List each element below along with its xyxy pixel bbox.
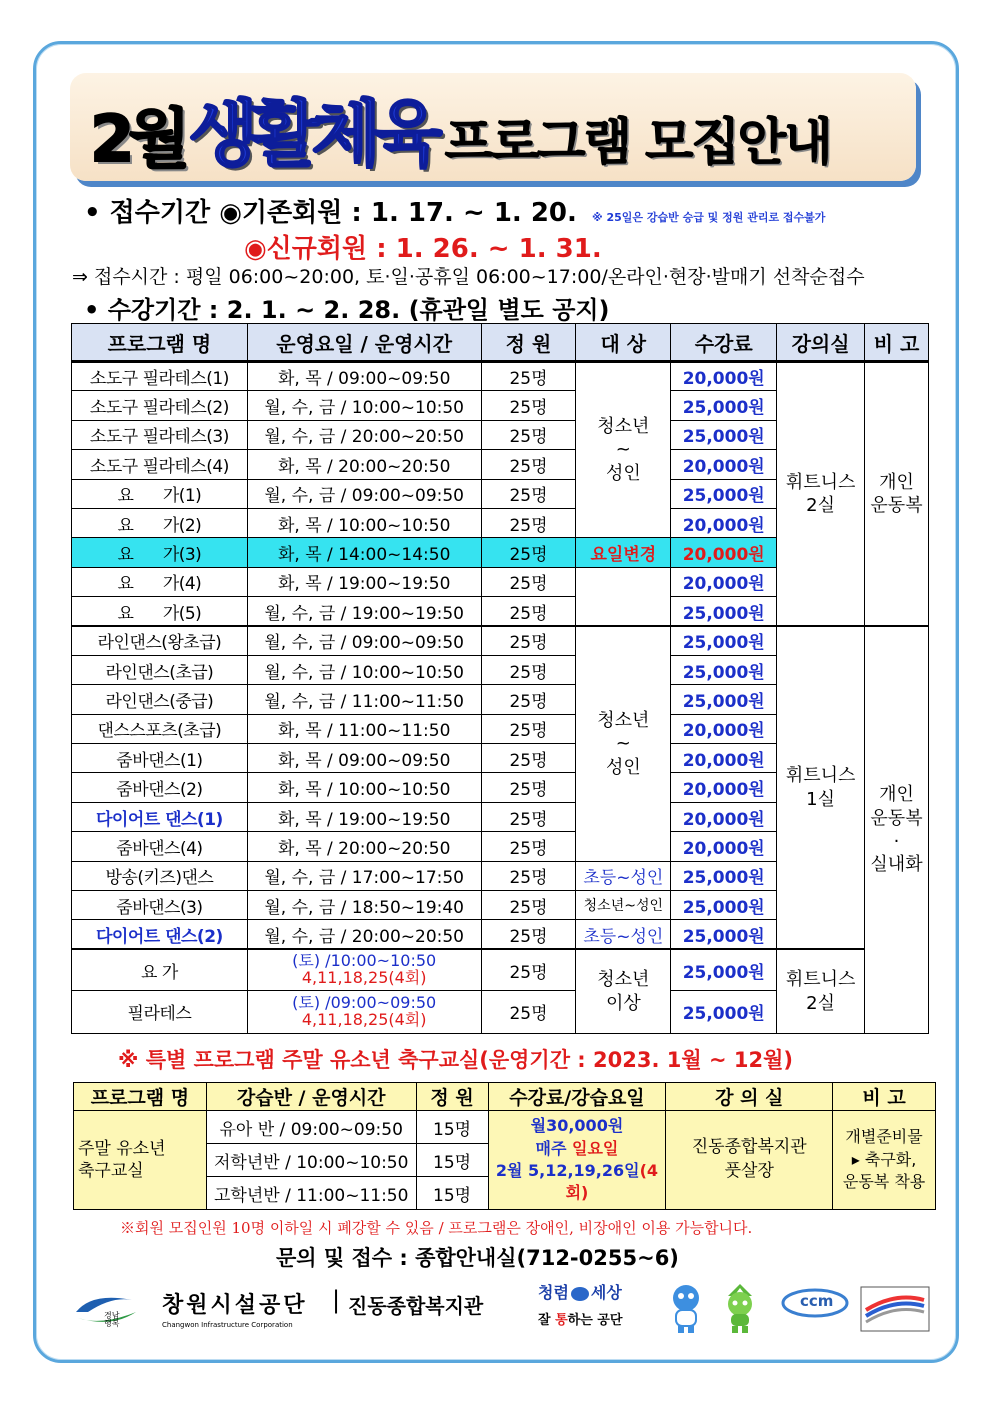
special-program-title: ※ 특별 프로그램 주말 유소년 축구교실(운영기간 : 2023. 1월 ~ 12월) [118, 1048, 793, 1072]
header-schedule: 운영요일 / 운영시간 [247, 324, 481, 362]
schedule: 월, 수, 금 / 18:50~19:40 [247, 891, 481, 920]
class-name: 유아 반 / 09:00~09:50 [206, 1111, 416, 1144]
contact-info: 문의 및 접수 : 종합안내실(712-0255~6) [276, 1246, 679, 1270]
class-name: 저학년반 / 10:00~10:50 [206, 1144, 416, 1177]
gyeongnam-logo-text: 경남 행복 [104, 1311, 120, 1328]
special-room: 진동종합복지관 풋살장 [666, 1111, 833, 1210]
capacity: 25명 [481, 861, 576, 890]
schedule-changed-badge: 요일변경 [576, 538, 671, 567]
capacity: 25명 [481, 479, 576, 508]
special-note: 개별준비물 ▸ 축구화, 운동복 착용 [833, 1111, 936, 1210]
program-name: 요 가(2) [72, 508, 248, 537]
program-name: 라인댄스(초급) [72, 655, 248, 684]
fee: 20,000원 [671, 773, 777, 802]
schedule: 월, 수, 금 / 09:00~09:50 [247, 626, 481, 655]
org-name-en: Changwon Infrastructure Corporation [162, 1321, 293, 1329]
program-name: 요 가(1) [72, 479, 248, 508]
fee-dates-a: 2월 5,12,19,26일 [495, 1161, 640, 1180]
org-name: 창원시설공단 [162, 1293, 308, 1318]
capacity: 25명 [481, 949, 576, 990]
slogan-bottom-b: 통 [555, 1313, 568, 1328]
schedule: 화, 목 / 10:00~10:50 [247, 773, 481, 802]
fee: 20,000원 [671, 832, 777, 861]
schedule: 월, 수, 금 / 11:00~11:50 [247, 685, 481, 714]
page-title [90, 70, 830, 180]
schedule: 월, 수, 금 / 17:00~17:50 [247, 861, 481, 890]
closing-notice: ※회원 모집인원 10명 이하일 시 폐강할 수 있음 / 프로그램은 장애인, 비장애인 이용 가능합니다. [120, 1219, 753, 1237]
mascot-blue-icon [666, 1282, 706, 1334]
existing-member-note: ※ 25일은 강습반 승급 및 정원 관리로 접수불가 [591, 211, 826, 224]
program-name: 라인댄스(왕초급) [72, 626, 248, 655]
fee: 25,000원 [671, 685, 777, 714]
program-name: 방송(키즈)댄스 [72, 861, 248, 890]
schedule: 월, 수, 금 / 10:00~10:50 [247, 655, 481, 684]
target: 초등~성인 [576, 861, 671, 890]
header-capacity: 정 원 [416, 1083, 488, 1111]
header-fee: 수강료 [671, 324, 777, 362]
title-main: 생활체육 [188, 92, 435, 176]
program-name: 줌바댄스(4) [72, 832, 248, 861]
registration-period [84, 192, 825, 229]
program-name: 소도구 필라테스(4) [72, 450, 248, 479]
class-name: 고학년반 / 11:00~11:50 [206, 1177, 416, 1210]
fee: 25,000원 [671, 920, 777, 949]
capacity: 25명 [481, 567, 576, 596]
target-group: 청소년 ~ 성인 [576, 362, 671, 538]
header-room: 강 의 실 [666, 1083, 833, 1111]
schedule: 화, 목 / 14:00~14:50 [247, 538, 481, 567]
program-name: 줌바댄스(2) [72, 773, 248, 802]
special-program-name: 주말 유소년 축구교실 [74, 1111, 207, 1210]
gyeongnam-logo [72, 1290, 142, 1330]
registration-label: • 접수기간 [84, 198, 211, 228]
schedule-day: (토) /09:00~09:50 [292, 993, 437, 1013]
table-row [72, 949, 929, 990]
ccm-text: ccm [800, 1292, 834, 1310]
schedule: 화, 목 / 09:00~09:50 [247, 744, 481, 773]
fee: 25,000원 [671, 655, 777, 684]
existing-member-period: ◉기존회원 : 1. 17. ~ 1. 20. [219, 198, 577, 228]
fee: 20,000원 [671, 450, 777, 479]
special-fee [488, 1111, 666, 1210]
title-rest: 프로그램 모집안내 [444, 113, 831, 171]
stripe-logo [860, 1286, 930, 1332]
capacity: 25명 [481, 832, 576, 861]
header-program: 프로그램 명 [72, 324, 248, 362]
program-name: 줌바댄스(1) [72, 744, 248, 773]
fee: 20,000원 [671, 714, 777, 743]
capacity: 25명 [481, 391, 576, 420]
program-name: 댄스스포츠(초급) [72, 714, 248, 743]
schedule [247, 949, 481, 990]
fee-dates-b: (4회) [565, 1161, 659, 1203]
fee: 25,000원 [671, 597, 777, 626]
slogan-top: 청렴 [538, 1283, 569, 1302]
schedule: 화, 목 / 19:00~19:50 [247, 802, 481, 831]
schedule: 월, 수, 금 / 10:00~10:50 [247, 391, 481, 420]
program-name: 다이어트 댄스(1) [72, 802, 248, 831]
schedule: 화, 목 / 20:00~20:50 [247, 832, 481, 861]
header-fee-day: 수강료/강습요일 [488, 1083, 666, 1111]
schedule: 월, 수, 금 / 19:00~19:50 [247, 597, 481, 626]
class-capacity: 15명 [416, 1111, 488, 1144]
room: 휘트니스 1실 [777, 626, 865, 949]
divider: | [332, 1286, 341, 1314]
org-logo [162, 1288, 308, 1329]
fee: 20,000원 [671, 362, 777, 391]
capacity: 25명 [481, 597, 576, 626]
program-name: 요 가(5) [72, 597, 248, 626]
capacity: 25명 [481, 990, 576, 1033]
capacity: 25명 [481, 685, 576, 714]
note: 개인 운동복 · 실내화 [865, 626, 929, 1033]
header-note: 비 고 [833, 1083, 936, 1111]
capacity: 25명 [481, 450, 576, 479]
fee: 25,000원 [671, 420, 777, 449]
fee: 25,000원 [671, 949, 777, 990]
registration-hours: ⇒ 접수시간 : 평일 06:00~20:00, 토·일·공휴일 06:00~17:00/온라인·현장·발매기 선착순접수 [72, 266, 865, 288]
fee: 25,000원 [671, 861, 777, 890]
title-month: 2월 [90, 103, 185, 177]
schedule: 화, 목 / 10:00~10:50 [247, 508, 481, 537]
schedule: 화, 목 / 11:00~11:50 [247, 714, 481, 743]
program-name: 줌바댄스(3) [72, 891, 248, 920]
class-capacity: 15명 [416, 1177, 488, 1210]
program-table [71, 323, 929, 1034]
schedule: 월, 수, 금 / 20:00~20:50 [247, 420, 481, 449]
program-name: 소도구 필라테스(2) [72, 391, 248, 420]
table-row [74, 1111, 936, 1144]
schedule: 월, 수, 금 / 20:00~20:50 [247, 920, 481, 949]
program-name: 소도구 필라테스(1) [72, 362, 248, 391]
header-capacity: 정 원 [481, 324, 576, 362]
fee-weekly-a: 매주 [535, 1138, 572, 1158]
fee: 25,000원 [671, 990, 777, 1033]
schedule: 화, 목 / 20:00~20:50 [247, 450, 481, 479]
target: 청소년~성인 [576, 891, 671, 920]
slogan-mid: 세상 [590, 1283, 622, 1302]
fee: 20,000원 [671, 567, 777, 596]
target: 초등~성인 [576, 920, 671, 949]
fee: 25,000원 [671, 626, 777, 655]
program-name: 소도구 필라테스(3) [72, 420, 248, 449]
schedule [247, 990, 481, 1033]
capacity: 25명 [481, 920, 576, 949]
table-row [72, 362, 929, 391]
program-table-header [72, 324, 929, 362]
capacity: 25명 [481, 655, 576, 684]
course-period: • 수강기간 : 2. 1. ~ 2. 28. (휴관일 별도 공지) [84, 296, 610, 324]
schedule-day: (토) /10:00~10:50 [292, 951, 437, 971]
note: 개인 운동복 [865, 362, 929, 627]
class-capacity: 15명 [416, 1144, 488, 1177]
header-target: 대 상 [576, 324, 671, 362]
capacity: 25명 [481, 626, 576, 655]
globe-icon [571, 1287, 589, 1301]
schedule: 월, 수, 금 / 09:00~09:50 [247, 479, 481, 508]
header-room: 강의실 [777, 324, 865, 362]
program-name: 라인댄스(중급) [72, 685, 248, 714]
capacity: 25명 [481, 714, 576, 743]
target-empty [576, 567, 671, 626]
program-name: 다이어트 댄스(2) [72, 920, 248, 949]
program-name: 요 가(3) [72, 538, 248, 567]
schedule: 화, 목 / 09:00~09:50 [247, 362, 481, 391]
special-table-header [74, 1083, 936, 1111]
schedule-dates: 4,11,18,25(4회) [301, 968, 427, 988]
capacity: 25명 [481, 538, 576, 567]
fee: 25,000원 [671, 479, 777, 508]
mascot-green-icon [720, 1282, 760, 1334]
fee: 20,000원 [671, 538, 777, 567]
room: 휘트니스 2실 [777, 362, 865, 627]
room: 휘트니스 2실 [777, 949, 865, 1033]
fee: 20,000원 [671, 508, 777, 537]
ccm-logo [780, 1288, 850, 1330]
program-name: 요 가(4) [72, 567, 248, 596]
slogan-bottom-a: 잘 [538, 1313, 556, 1328]
fee: 20,000원 [671, 802, 777, 831]
schedule: 화, 목 / 19:00~19:50 [247, 567, 481, 596]
slogan-bottom-c: 하는 공단 [567, 1313, 623, 1328]
special-program-table [73, 1082, 936, 1210]
capacity: 25명 [481, 744, 576, 773]
slogan-logo [538, 1280, 658, 1338]
program-name: 필라테스 [72, 990, 248, 1033]
target-group: 청소년 이상 [576, 949, 671, 1033]
capacity: 25명 [481, 802, 576, 831]
footer-logos [70, 1280, 940, 1340]
capacity: 25명 [481, 508, 576, 537]
header-program: 프로그램 명 [74, 1083, 207, 1111]
capacity: 25명 [481, 773, 576, 802]
fee-weekly-b: 일요일 [572, 1138, 619, 1158]
fee: 25,000원 [671, 891, 777, 920]
capacity: 25명 [481, 362, 576, 391]
schedule-dates: 4,11,18,25(4회) [301, 1009, 427, 1029]
capacity: 25명 [481, 420, 576, 449]
center-name: 진동종합복지관 [348, 1294, 484, 1318]
header-note: 비 고 [865, 324, 929, 362]
header-class: 강습반 / 운영시간 [206, 1083, 416, 1111]
target-group: 청소년 ~ 성인 [576, 626, 671, 861]
fee: 20,000원 [671, 744, 777, 773]
program-name: 요 가 [72, 949, 248, 990]
capacity: 25명 [481, 891, 576, 920]
fee-monthly: 월30,000원 [530, 1116, 624, 1136]
table-row [72, 626, 929, 655]
fee: 25,000원 [671, 391, 777, 420]
new-member-period: ◉신규회원 : 1. 26. ~ 1. 31. [244, 234, 602, 264]
